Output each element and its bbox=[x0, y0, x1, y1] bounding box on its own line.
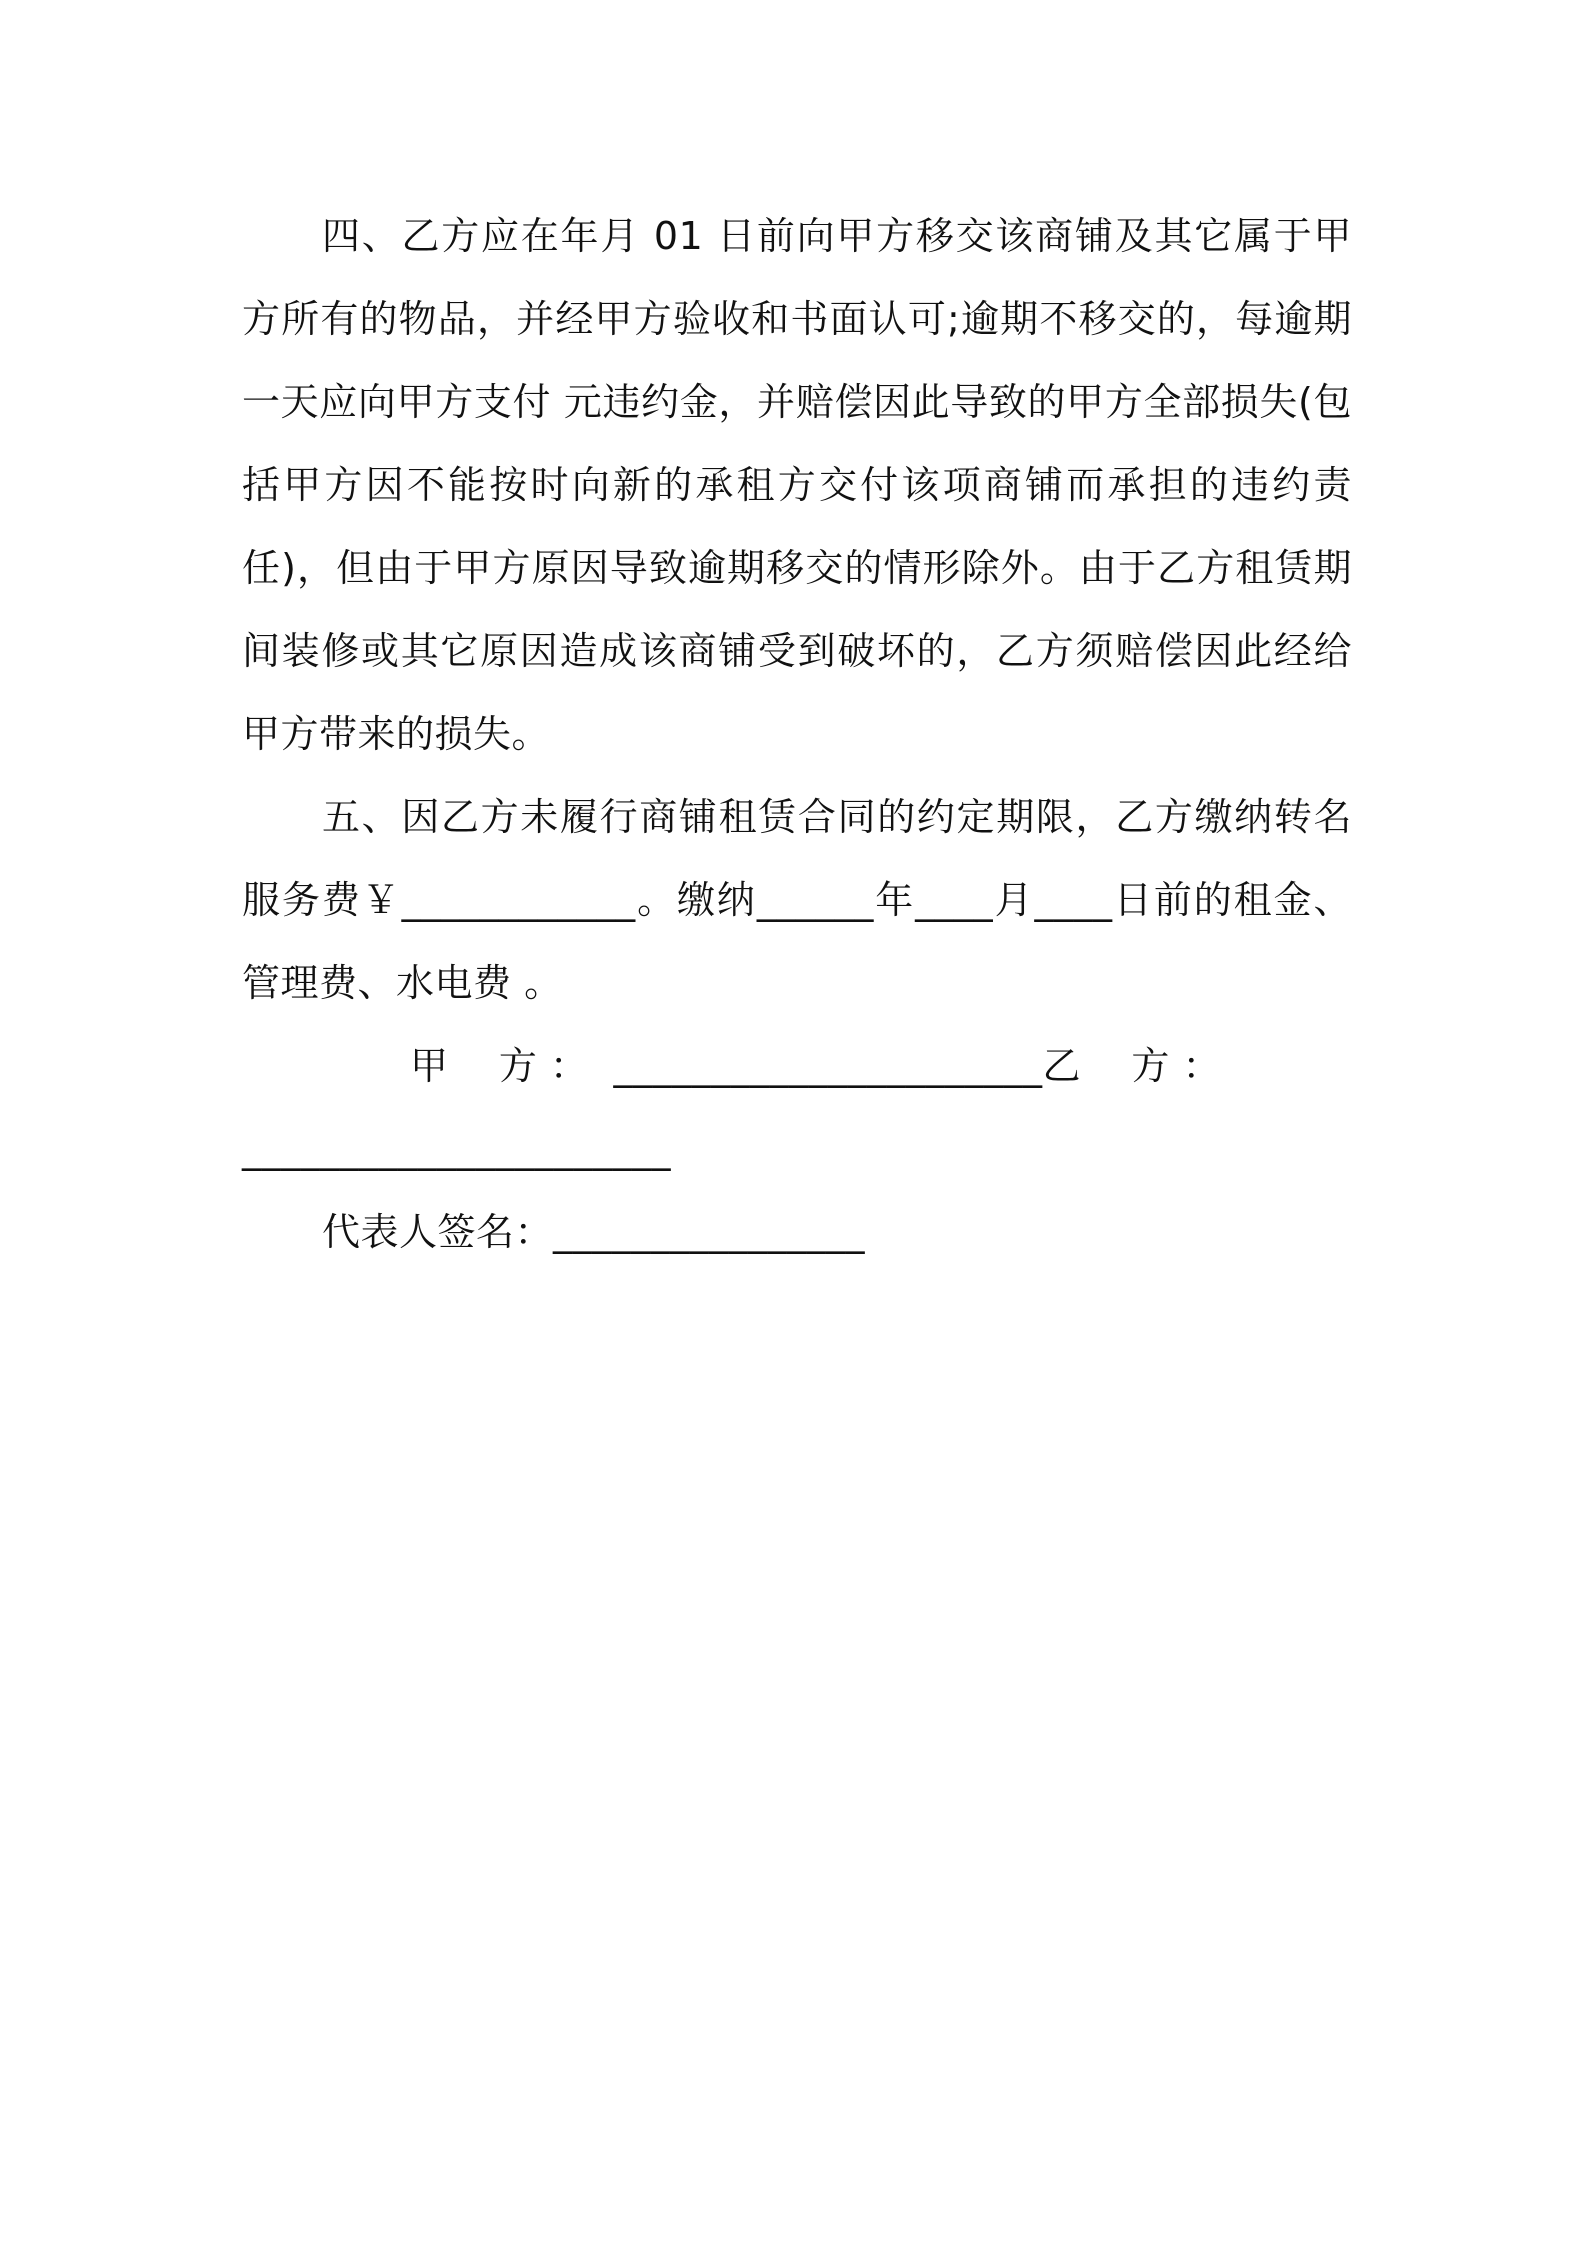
clause-four-paragraph: 四、乙方应在年月 01 日前向甲方移交该商铺及其它属于甲方所有的物品，并经甲方验收和书面认可;逾期不移交的，每逾期一天应向甲方支付 元违约金，并赔偿因此导致的甲方全部损失(包括甲方因不能按时向新的承租方交付该项商铺而承担的违约责任)，但由于甲方原因导致逾期移交的情形除外。由于乙方租赁期间装修或其它原因造成该商铺受到破坏的，乙方须赔偿因此经给甲方带来的损失。 bbox=[242, 214, 1352, 756]
party-signature-line-continued: ______________________ bbox=[242, 1127, 671, 1171]
party-signature-line: 甲 方 ： ______________________乙 方 ： bbox=[410, 1044, 1221, 1088]
clause-five-paragraph: 五、因乙方未履行商铺租赁合同的约定期限，乙方缴纳转名服务费￥____________。缴纳______年____月____日前的租金、管理费、水电费 。 bbox=[242, 795, 1352, 1005]
representative-signature-line: 代表人签名：________________ bbox=[322, 1210, 866, 1254]
document-body bbox=[242, 195, 1352, 1274]
